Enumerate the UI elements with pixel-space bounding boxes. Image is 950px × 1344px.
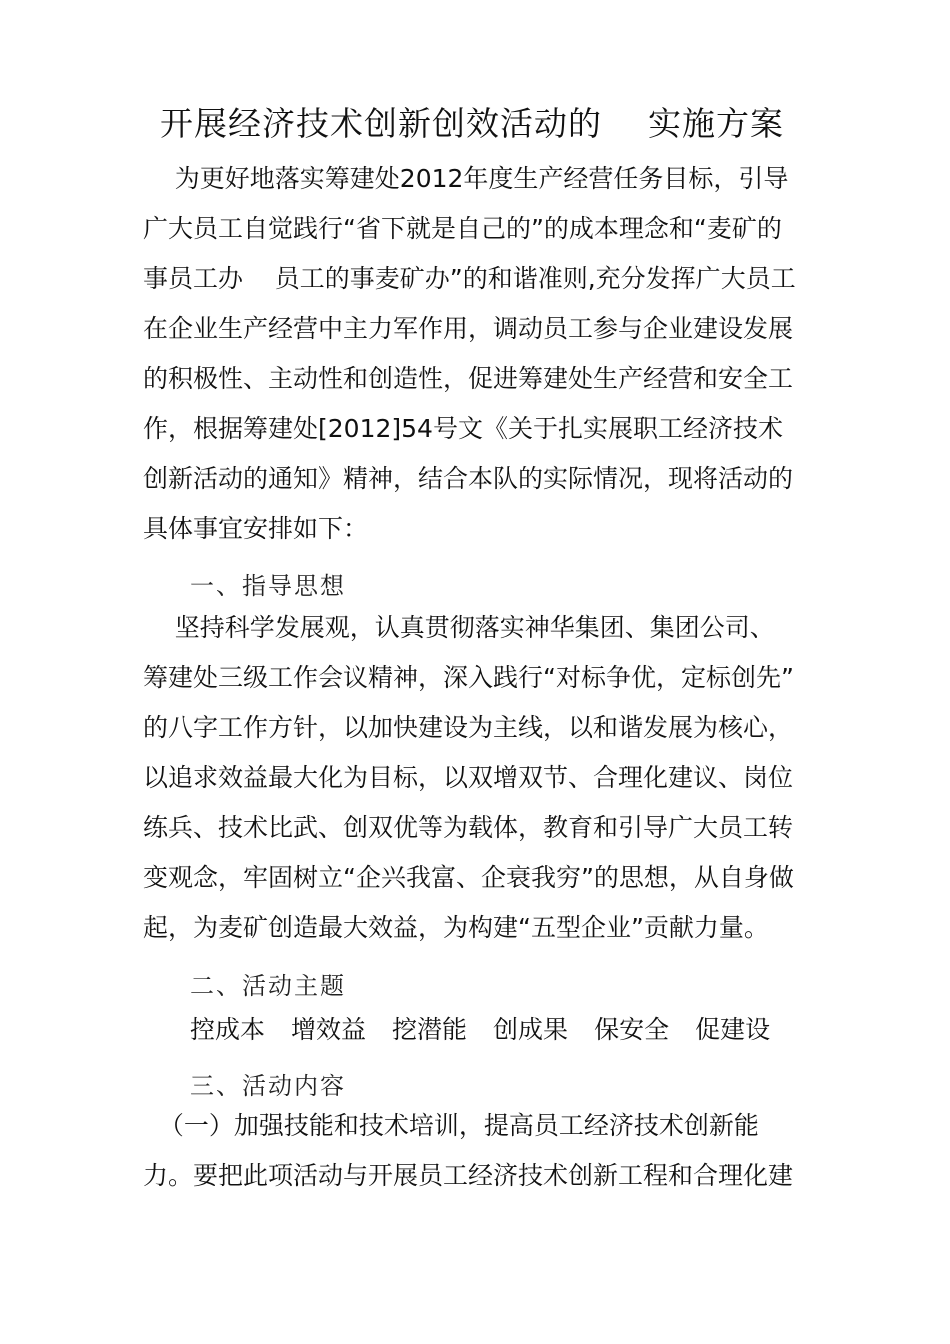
section-heading-guiding-thought: 一、指导思想 (190, 572, 346, 600)
intro-line: 的积极性、主动性和创造性，促进筹建处生产经营和安全工 (143, 364, 794, 393)
paragraph-line: 的八字工作方针，以加快建设为主线，以和谐发展为核心， (143, 713, 794, 742)
paragraph-line: 筹建处三级工作会议精神，深入践行“对标争优，定标创先” (143, 663, 794, 692)
section-heading-activity-content: 三、活动内容 (190, 1072, 346, 1100)
theme-item: 增效益 (291, 1015, 367, 1044)
paragraph-line: 练兵、技术比武、创双优等为载体，教育和引导广大员工转 (143, 813, 794, 842)
intro-line: 具体事宜安排如下： (143, 514, 369, 543)
paragraph-line: 起，为麦矿创造最大效益，为构建“五型企业”贡献力量。 (143, 913, 769, 942)
theme-item: 创成果 (493, 1015, 569, 1044)
paragraph-line: 以追求效益最大化为目标，以双增双节、合理化建议、岗位 (143, 763, 794, 792)
theme-item: 挖潜能 (392, 1015, 468, 1044)
theme-item: 保安全 (594, 1015, 670, 1044)
section-heading-activity-theme: 二、活动主题 (190, 972, 346, 1000)
activity-themes (190, 1010, 770, 1046)
document-title: 开展经济技术创新创效活动的 实施方案 (160, 104, 784, 143)
paragraph-line: 变观念，牢固树立“企兴我富、企衰我穷”的思想，从自身做 (143, 863, 794, 892)
paragraph-line: 力。要把此项活动与开展员工经济技术创新工程和合理化建 (143, 1161, 794, 1190)
intro-line: 在企业生产经营中主力军作用，调动员工参与企业建设发展 (143, 314, 794, 343)
paragraph-line: （一）加强技能和技术培训，提高员工经济技术创新能 (143, 1111, 759, 1140)
intro-line: 创新活动的通知》精神，结合本队的实际情况，现将活动的 (143, 464, 794, 493)
intro-line: 作，根据筹建处[2012]54号文《关于扎实展职工经济技术 (143, 414, 783, 443)
intro-line: 广大员工自觉践行“省下就是自己的”的成本理念和“麦矿的 (143, 214, 782, 243)
theme-item: 促建设 (695, 1015, 771, 1044)
intro-line: 事员工办 员工的事麦矿办”的和谐准则,充分发挥广大员工 (143, 264, 796, 293)
theme-item: 控成本 (190, 1015, 266, 1044)
paragraph-line: 坚持科学发展观，认真贯彻落实神华集团、集团公司、 (143, 613, 775, 642)
intro-line: 为更好地落实筹建处2012年度生产经营任务目标，引导 (143, 164, 789, 193)
